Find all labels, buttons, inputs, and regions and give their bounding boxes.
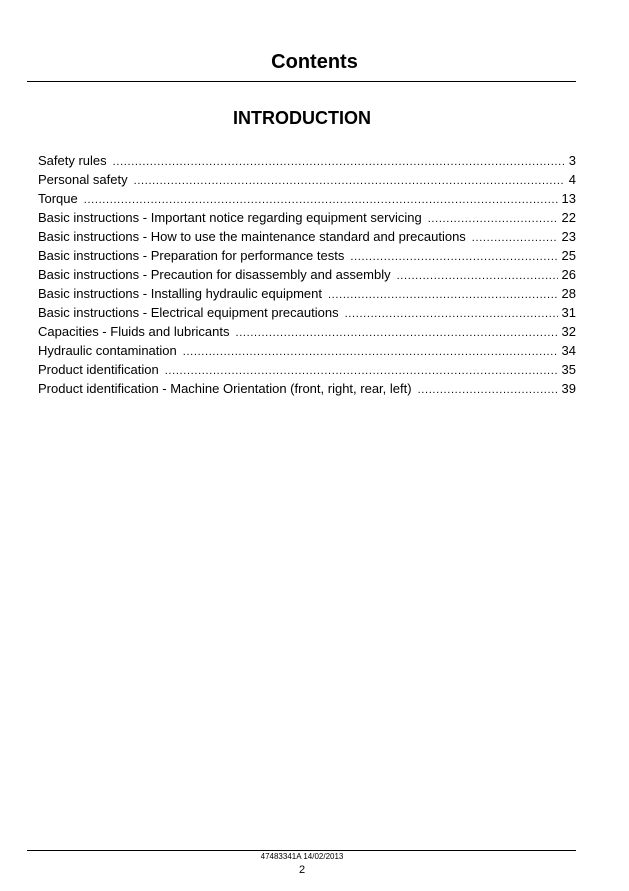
toc-dot-leader <box>345 305 558 324</box>
table-of-contents <box>38 151 576 398</box>
toc-entry[interactable] <box>38 189 576 208</box>
toc-entry[interactable] <box>38 265 576 284</box>
toc-entry-page: 28 <box>561 286 576 301</box>
top-divider <box>27 81 576 82</box>
footer-page-number: 2 <box>298 864 306 876</box>
toc-entry-page: 13 <box>561 191 576 206</box>
toc-dot-leader <box>397 267 558 286</box>
toc-entry[interactable] <box>38 379 576 398</box>
toc-dot-leader <box>113 153 565 172</box>
toc-entry-title: Safety rules <box>38 153 107 168</box>
toc-entry-page: 31 <box>561 305 576 320</box>
toc-entry-page: 35 <box>561 362 576 377</box>
toc-entry[interactable] <box>38 360 576 379</box>
toc-entry-title: Basic instructions - Preparation for performance tests <box>38 248 345 263</box>
toc-entry-title: Capacities - Fluids and lubricants <box>38 324 230 339</box>
toc-entry-page: 32 <box>561 324 576 339</box>
toc-entry[interactable] <box>38 322 576 341</box>
toc-entry[interactable] <box>38 170 576 189</box>
toc-entry-title: Torque <box>38 191 78 206</box>
toc-entry-page: 22 <box>561 210 576 225</box>
toc-entry-title: Basic instructions - Important notice regarding equipment servicing <box>38 210 422 225</box>
toc-entry[interactable] <box>38 227 576 246</box>
toc-dot-leader <box>134 172 565 191</box>
toc-entry-page: 4 <box>568 172 576 187</box>
toc-entry[interactable] <box>38 341 576 360</box>
toc-entry-page: 39 <box>561 381 576 396</box>
toc-entry-title: Product identification - Machine Orientation (front, right, rear, left) <box>38 381 412 396</box>
toc-entry[interactable] <box>38 284 576 303</box>
toc-entry-title: Personal safety <box>38 172 128 187</box>
toc-entry-title: Product identification <box>38 362 159 377</box>
toc-entry-title: Basic instructions - Electrical equipment precautions <box>38 305 339 320</box>
toc-dot-leader <box>418 381 558 400</box>
toc-entry-title: Basic instructions - Installing hydraulic equipment <box>38 286 322 301</box>
toc-entry[interactable] <box>38 151 576 170</box>
toc-entry-title: Basic instructions - Precaution for disassembly and assembly <box>38 267 391 282</box>
toc-dot-leader <box>235 324 557 343</box>
toc-entry[interactable] <box>38 246 576 265</box>
toc-dot-leader <box>183 343 558 362</box>
toc-entry[interactable] <box>38 208 576 227</box>
toc-entry[interactable] <box>38 303 576 322</box>
toc-entry-title: Hydraulic contamination <box>38 343 177 358</box>
bottom-divider <box>27 850 576 851</box>
toc-entry-page: 23 <box>561 229 576 244</box>
toc-entry-page: 26 <box>561 267 576 282</box>
toc-dot-leader <box>328 286 558 305</box>
toc-dot-leader <box>472 229 558 248</box>
toc-entry-page: 3 <box>568 153 576 168</box>
footer-document-code: 47483341A 14/02/2013 <box>260 852 344 861</box>
toc-entry-page: 34 <box>561 343 576 358</box>
toc-entry-title: Basic instructions - How to use the maintenance standard and precautions <box>38 229 466 244</box>
page-title: Contents <box>271 51 358 73</box>
toc-entry-page: 25 <box>561 248 576 263</box>
section-heading: INTRODUCTION <box>233 108 371 128</box>
